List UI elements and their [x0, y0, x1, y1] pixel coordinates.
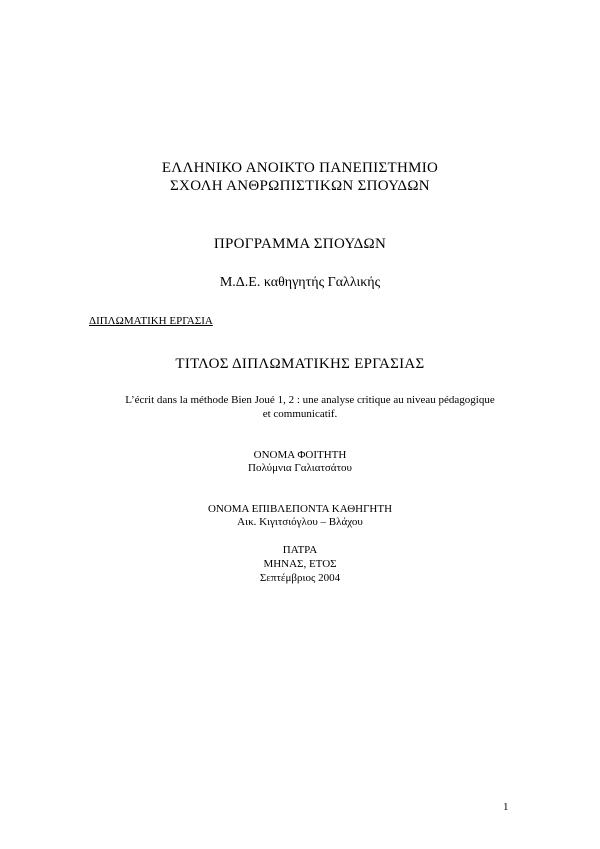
program-name: Μ.Δ.Ε. καθηγητής Γαλλικής	[219, 275, 381, 290]
city: ΠΑΤΡΑ	[282, 544, 318, 556]
student-name-label: ΟΝΟΜΑ ΦΟΙΤΗΤΗ	[253, 449, 347, 461]
month-year-label: ΜΗΝΑΣ, ΕΤΟΣ	[263, 558, 337, 570]
thesis-title-line-1: L’écrit dans la méthode Bien Joué 1, 2 : une analyse critique au niveau pédagogique	[125, 394, 495, 406]
page-number: 1	[503, 801, 509, 813]
supervisor-name-label: ΟΝΟΜΑ ΕΠΙΒΛΕΠΟΝΤΑ ΚΑΘΗΓΗΤΗ	[207, 503, 393, 515]
thesis-title-line-2: et communicatif.	[262, 408, 338, 420]
student-name: Πολύμνια Γαλιατσάτου	[248, 462, 352, 474]
thesis-label: ΔΙΠΛΩΜΑΤΙΚΗ ΕΡΓΑΣΙΑ	[89, 315, 213, 327]
university-name: ΕΛΛΗΝΙΚΟ ΑΝΟΙΚΤΟ ΠΑΝΕΠΙΣΤΗΜΙΟ	[161, 160, 439, 176]
supervisor-name: Αικ. Κιγιτσιόγλου – Βλάχου	[237, 516, 363, 528]
thesis-title-label: ΤΙΤΛΟΣ ΔΙΠΛΩΜΑΤΙΚΗΣ ΕΡΓΑΣΙΑΣ	[175, 356, 425, 372]
program-heading: ΠΡΟΓΡΑΜΜΑ ΣΠΟΥΔΩΝ	[213, 236, 387, 252]
submission-date: Σεπτέμβριος 2004	[259, 572, 341, 584]
school-name: ΣΧΟΛΗ ΑΝΘΡΩΠΙΣΤΙΚΩΝ ΣΠΟΥΔΩΝ	[170, 178, 430, 194]
